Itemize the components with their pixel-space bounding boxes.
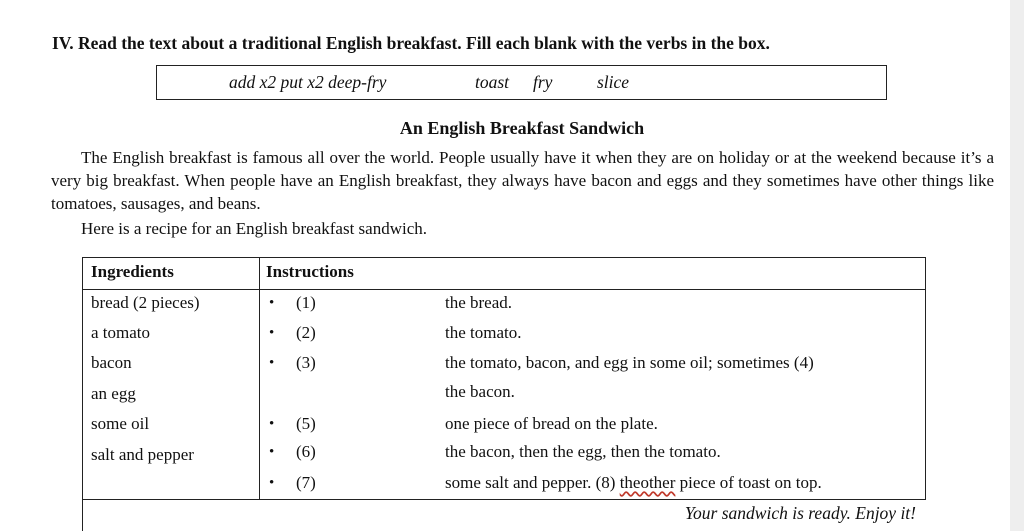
verb-box	[156, 65, 887, 100]
bullet-icon: •	[269, 355, 275, 371]
instruction-text	[445, 473, 822, 493]
instruction-text: the bacon, then the egg, then the tomato.	[445, 442, 721, 461]
window-scrollbar[interactable]	[1010, 0, 1024, 531]
spellcheck-flagged-word[interactable]: theother	[619, 473, 676, 492]
instruction-text: the bread.	[445, 293, 513, 312]
blank-number: (2)	[296, 323, 316, 342]
instruction-text: one piece of bread on the plate.	[445, 414, 658, 433]
ingredient-item: some oil	[91, 414, 150, 433]
instruction-text: the tomato, bacon, and egg in some oil; sometimes (4)	[445, 353, 814, 372]
bullet-icon: •	[269, 444, 275, 460]
instruction-text: the bacon.	[445, 382, 515, 401]
header-ingredients: Ingredients	[91, 262, 174, 281]
instruction-text: the tomato.	[445, 323, 522, 342]
ingredient-item: an egg	[91, 384, 136, 403]
blank-number: (6)	[296, 442, 316, 461]
instruction-text-part: some salt and pepper. (8)	[445, 473, 620, 492]
bullet-icon: •	[269, 295, 275, 311]
blank-number: (7)	[296, 473, 316, 492]
instruction-text-part: piece of toast on top.	[675, 473, 822, 492]
ingredient-item: salt and pepper	[91, 445, 194, 464]
recipe-table	[82, 257, 926, 500]
ingredient-item: bacon	[91, 353, 132, 372]
column-divider	[259, 258, 260, 499]
ingredient-item: a tomato	[91, 323, 151, 342]
bullet-icon: •	[269, 416, 275, 432]
intro-paragraph: The English breakfast is famous all over the world. People usually have it when they are on holiday or at the weekend because it’s a very big breakfast. When people have an English breakfast, they always have bacon and eggs and they sometimes have other things like tomatoes, sausages, and beans.	[51, 148, 994, 213]
header-instructions: Instructions	[266, 262, 354, 281]
table-continuation-line	[82, 500, 83, 531]
verb-fry: fry	[533, 72, 553, 92]
recipe-intro: Here is a recipe for an English breakfast sandwich.	[81, 219, 428, 238]
ingredient-item: bread (2 pieces)	[91, 293, 200, 312]
bullet-icon: •	[269, 325, 275, 341]
blank-number: (5)	[296, 414, 316, 433]
verb-slice: slice	[597, 72, 630, 92]
recipe-title: An English Breakfast Sandwich	[399, 118, 645, 138]
bullet-icon: •	[269, 475, 275, 491]
verb-toast: toast	[475, 72, 510, 92]
blank-number: (3)	[296, 353, 316, 372]
verb-group: add x2 put x2 deep-fry	[229, 72, 387, 92]
blank-number: (1)	[296, 293, 316, 312]
exercise-heading: IV. Read the text about a traditional English breakfast. Fill each blank with the verbs in the box.	[52, 33, 770, 53]
header-divider	[83, 289, 925, 290]
closing-line: Your sandwich is ready. Enjoy it!	[684, 503, 916, 523]
